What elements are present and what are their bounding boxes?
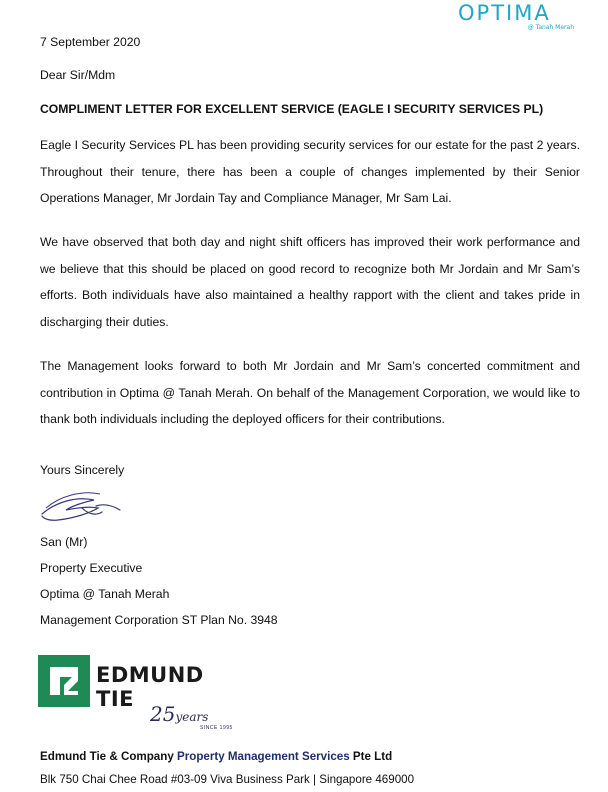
letter-date: 7 September 2020 [40,35,141,49]
body-paragraph-2: We have observed that both day and night shift officers has improved their work performance and we believe that this should be placed on good record to recognize both Mr Jordain and Mr Sam’s efforts. Both individuals have also maintained a healthy rapport with the client and takes pride in discharging their duties. [40,235,580,329]
brand-name-line2: TIE [96,687,134,711]
signatory-name: San (Mr) [40,535,88,549]
company-highlight: Property Management Services [177,750,350,763]
body-paragraph-3: The Management looks forward to both Mr Jordain and Mr Sam’s concerted commitment and contribution in Optima @ Tanah Merah. On behalf of the Management Corporation, we would like to thank both individuals including the deployed officers for their contributions. [40,359,580,426]
salutation: Dear Sir/Mdm [40,68,116,82]
signatory-corporation: Management Corporation ST Plan No. 3948 [40,613,278,627]
footer-company [40,750,392,764]
signatory-title: Property Executive [40,561,143,575]
letter-subject: COMPLIMENT LETTER FOR EXCELLENT SERVICE (EAGLE I SECURITY SERVICES PL) [40,102,544,116]
footer-address: Blk 750 Chai Chee Road #03-09 Viva Business Park | Singapore 469000 [40,773,415,786]
brand-name-line1: EDMUND [96,663,204,687]
since-year: SINCE 1995 [200,725,233,731]
edmund-tie-logo-icon [38,655,90,707]
optima-logo-text: OPTIMA [458,1,551,25]
anniversary-word: years [175,710,209,724]
body-paragraph-1: Eagle I Security Services PL has been providing security services for our estate for the past 2 years. Throughout their tenure, there has been a couple of changes implemented by their Senior Operations Manager, Mr Jordain Tay and Compliance Manager, Mr Sam Lai. [40,138,580,205]
signatory-estate: Optima @ Tanah Merah [40,587,170,601]
optima-logo-subtext: @ Tanah Merah [527,24,574,31]
optima-logo [458,2,578,34]
company-suffix: Pte Ltd [349,750,393,763]
company-prefix: Edmund Tie & Company [40,750,177,763]
closing: Yours Sincerely [40,463,125,477]
anniversary-number: 25 [150,702,176,726]
handwritten-signature [36,484,128,528]
